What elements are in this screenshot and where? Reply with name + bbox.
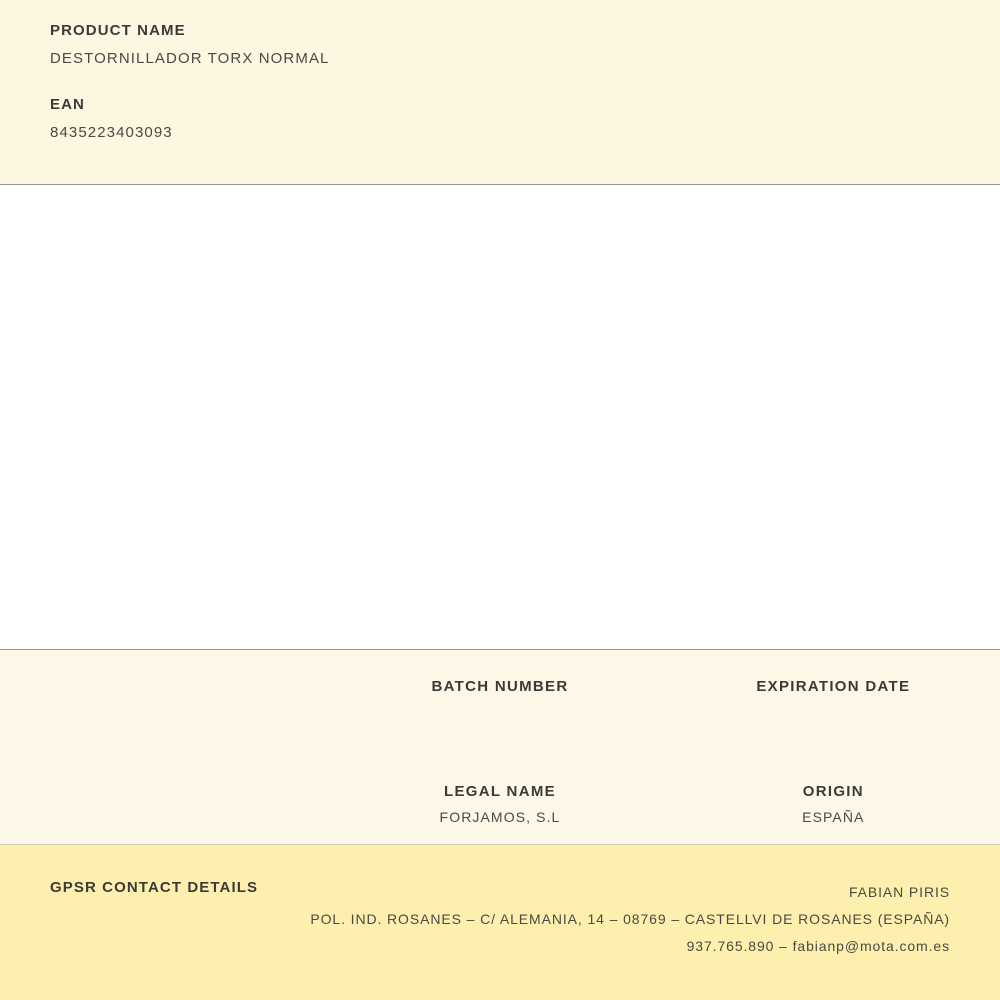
origin-value: ESPAÑA <box>802 809 865 825</box>
details-section <box>0 650 1000 845</box>
batch-number-field <box>333 678 666 721</box>
product-name-field <box>50 22 950 68</box>
batch-number-value <box>333 703 666 721</box>
ean-label: EAN <box>50 96 85 113</box>
details-spacer-left-2 <box>0 783 333 826</box>
origin-label: ORIGIN <box>802 783 864 800</box>
expiration-date-value <box>667 703 1000 721</box>
expiration-date-field <box>667 678 1000 721</box>
legal-name-value: FORJAMOS, S.L <box>439 809 561 825</box>
expiration-date-label: EXPIRATION DATE <box>756 678 911 695</box>
gpsr-contact-address: POL. IND. ROSANES – C/ ALEMANIA, 14 – 08769 – CASTELLVI DE ROSANES (ESPAÑA) <box>310 911 950 927</box>
header-section <box>0 0 1000 185</box>
product-image-area <box>0 185 1000 650</box>
product-name-value: DESTORNILLADOR TORX NORMAL <box>50 50 330 67</box>
ean-field <box>50 96 950 142</box>
gpsr-contact-name: FABIAN PIRIS <box>848 884 950 900</box>
details-spacer-left <box>0 678 333 721</box>
details-row-legal <box>0 783 1000 826</box>
gpsr-footer <box>0 845 1000 1000</box>
ean-value: 8435223403093 <box>50 124 173 141</box>
origin-field <box>667 783 1000 826</box>
details-row-batch <box>0 678 1000 721</box>
batch-number-label: BATCH NUMBER <box>431 678 569 695</box>
product-name-label: PRODUCT NAME <box>50 22 186 39</box>
gpsr-contact-phone-email: 937.765.890 – fabianp@mota.com.es <box>686 938 950 954</box>
legal-name-field <box>333 783 666 826</box>
legal-name-label: LEGAL NAME <box>444 783 556 800</box>
gpsr-contact-label: GPSR CONTACT DETAILS <box>50 879 259 896</box>
